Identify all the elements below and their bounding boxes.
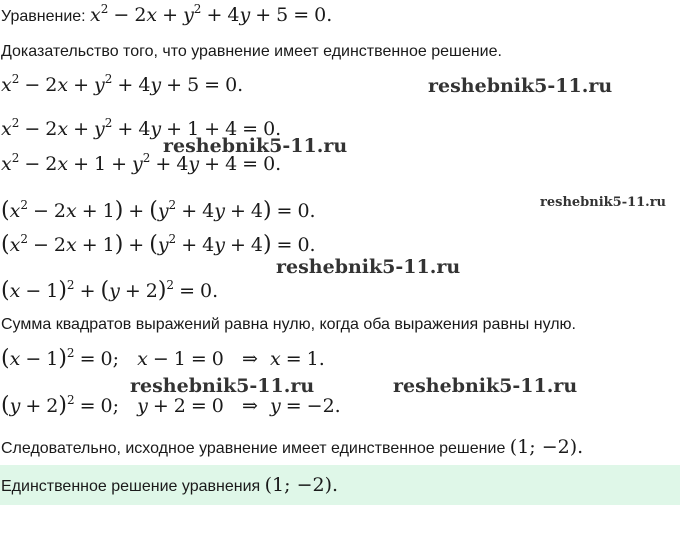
- watermark: reshebnik5-11.ru: [276, 256, 461, 278]
- formula-step-3: $x^2 - 2x + 1 + y^2 + 4y + 4 = 0$.: [1, 151, 282, 175]
- formula-solve-y: $(y + 2)^2 = 0$; y + 2 = 0 ⇒ y = −2.: [1, 393, 341, 418]
- equation-label: Уравнение:: [1, 8, 86, 25]
- formula-step-4: $(x^2 - 2x + 1) + (y^2 + 4y + 4) = 0$.: [1, 198, 316, 223]
- explanation-text: Сумма квадратов выражений равна нулю, когда оба выражения равны нулю.: [1, 316, 576, 333]
- conclusion-value: (1; −2).: [509, 436, 584, 458]
- formula-step-2: $x^2 - 2x + y^2 + 4y + 1 + 4 = 0$.: [1, 116, 282, 140]
- conclusion-text: Следовательно, исходное уравнение имеет единственное решение: [1, 440, 506, 457]
- proof-statement: Доказательство того, что уравнение имеет единственное решение.: [1, 43, 502, 60]
- watermark: reshebnik5-11.ru: [428, 75, 613, 97]
- watermark: reshebnik5-11.ru: [163, 135, 348, 157]
- answer-value: (1; −2).: [264, 474, 339, 496]
- conclusion: [1, 438, 583, 457]
- formula-step-6: $(x - 1)^2 + (y + 2)^2 = 0$.: [1, 278, 219, 303]
- formula-step-1: $x^2 - 2x + y^2 + 4y + 5 = 0$.: [1, 72, 244, 96]
- watermark: reshebnik5-11.ru: [540, 195, 667, 210]
- watermark: reshebnik5-11.ru: [130, 375, 315, 397]
- watermark: reshebnik5-11.ru: [393, 375, 578, 397]
- formula-step-5: $(x^2 - 2x + 1) + (y^2 + 4y + 4) = 0$.: [1, 232, 316, 257]
- equation-header: [1, 2, 333, 26]
- answer-box: [0, 465, 680, 505]
- equation-formula: $x^2 - 2x + y^2 + 4y + 5 = 0$.: [90, 2, 333, 26]
- answer-line: [1, 476, 338, 495]
- answer-label: Единственное решение уравнения: [1, 478, 261, 495]
- formula-solve-x: $(x - 1)^2 = 0$; x − 1 = 0 ⇒ x = 1.: [1, 346, 325, 371]
